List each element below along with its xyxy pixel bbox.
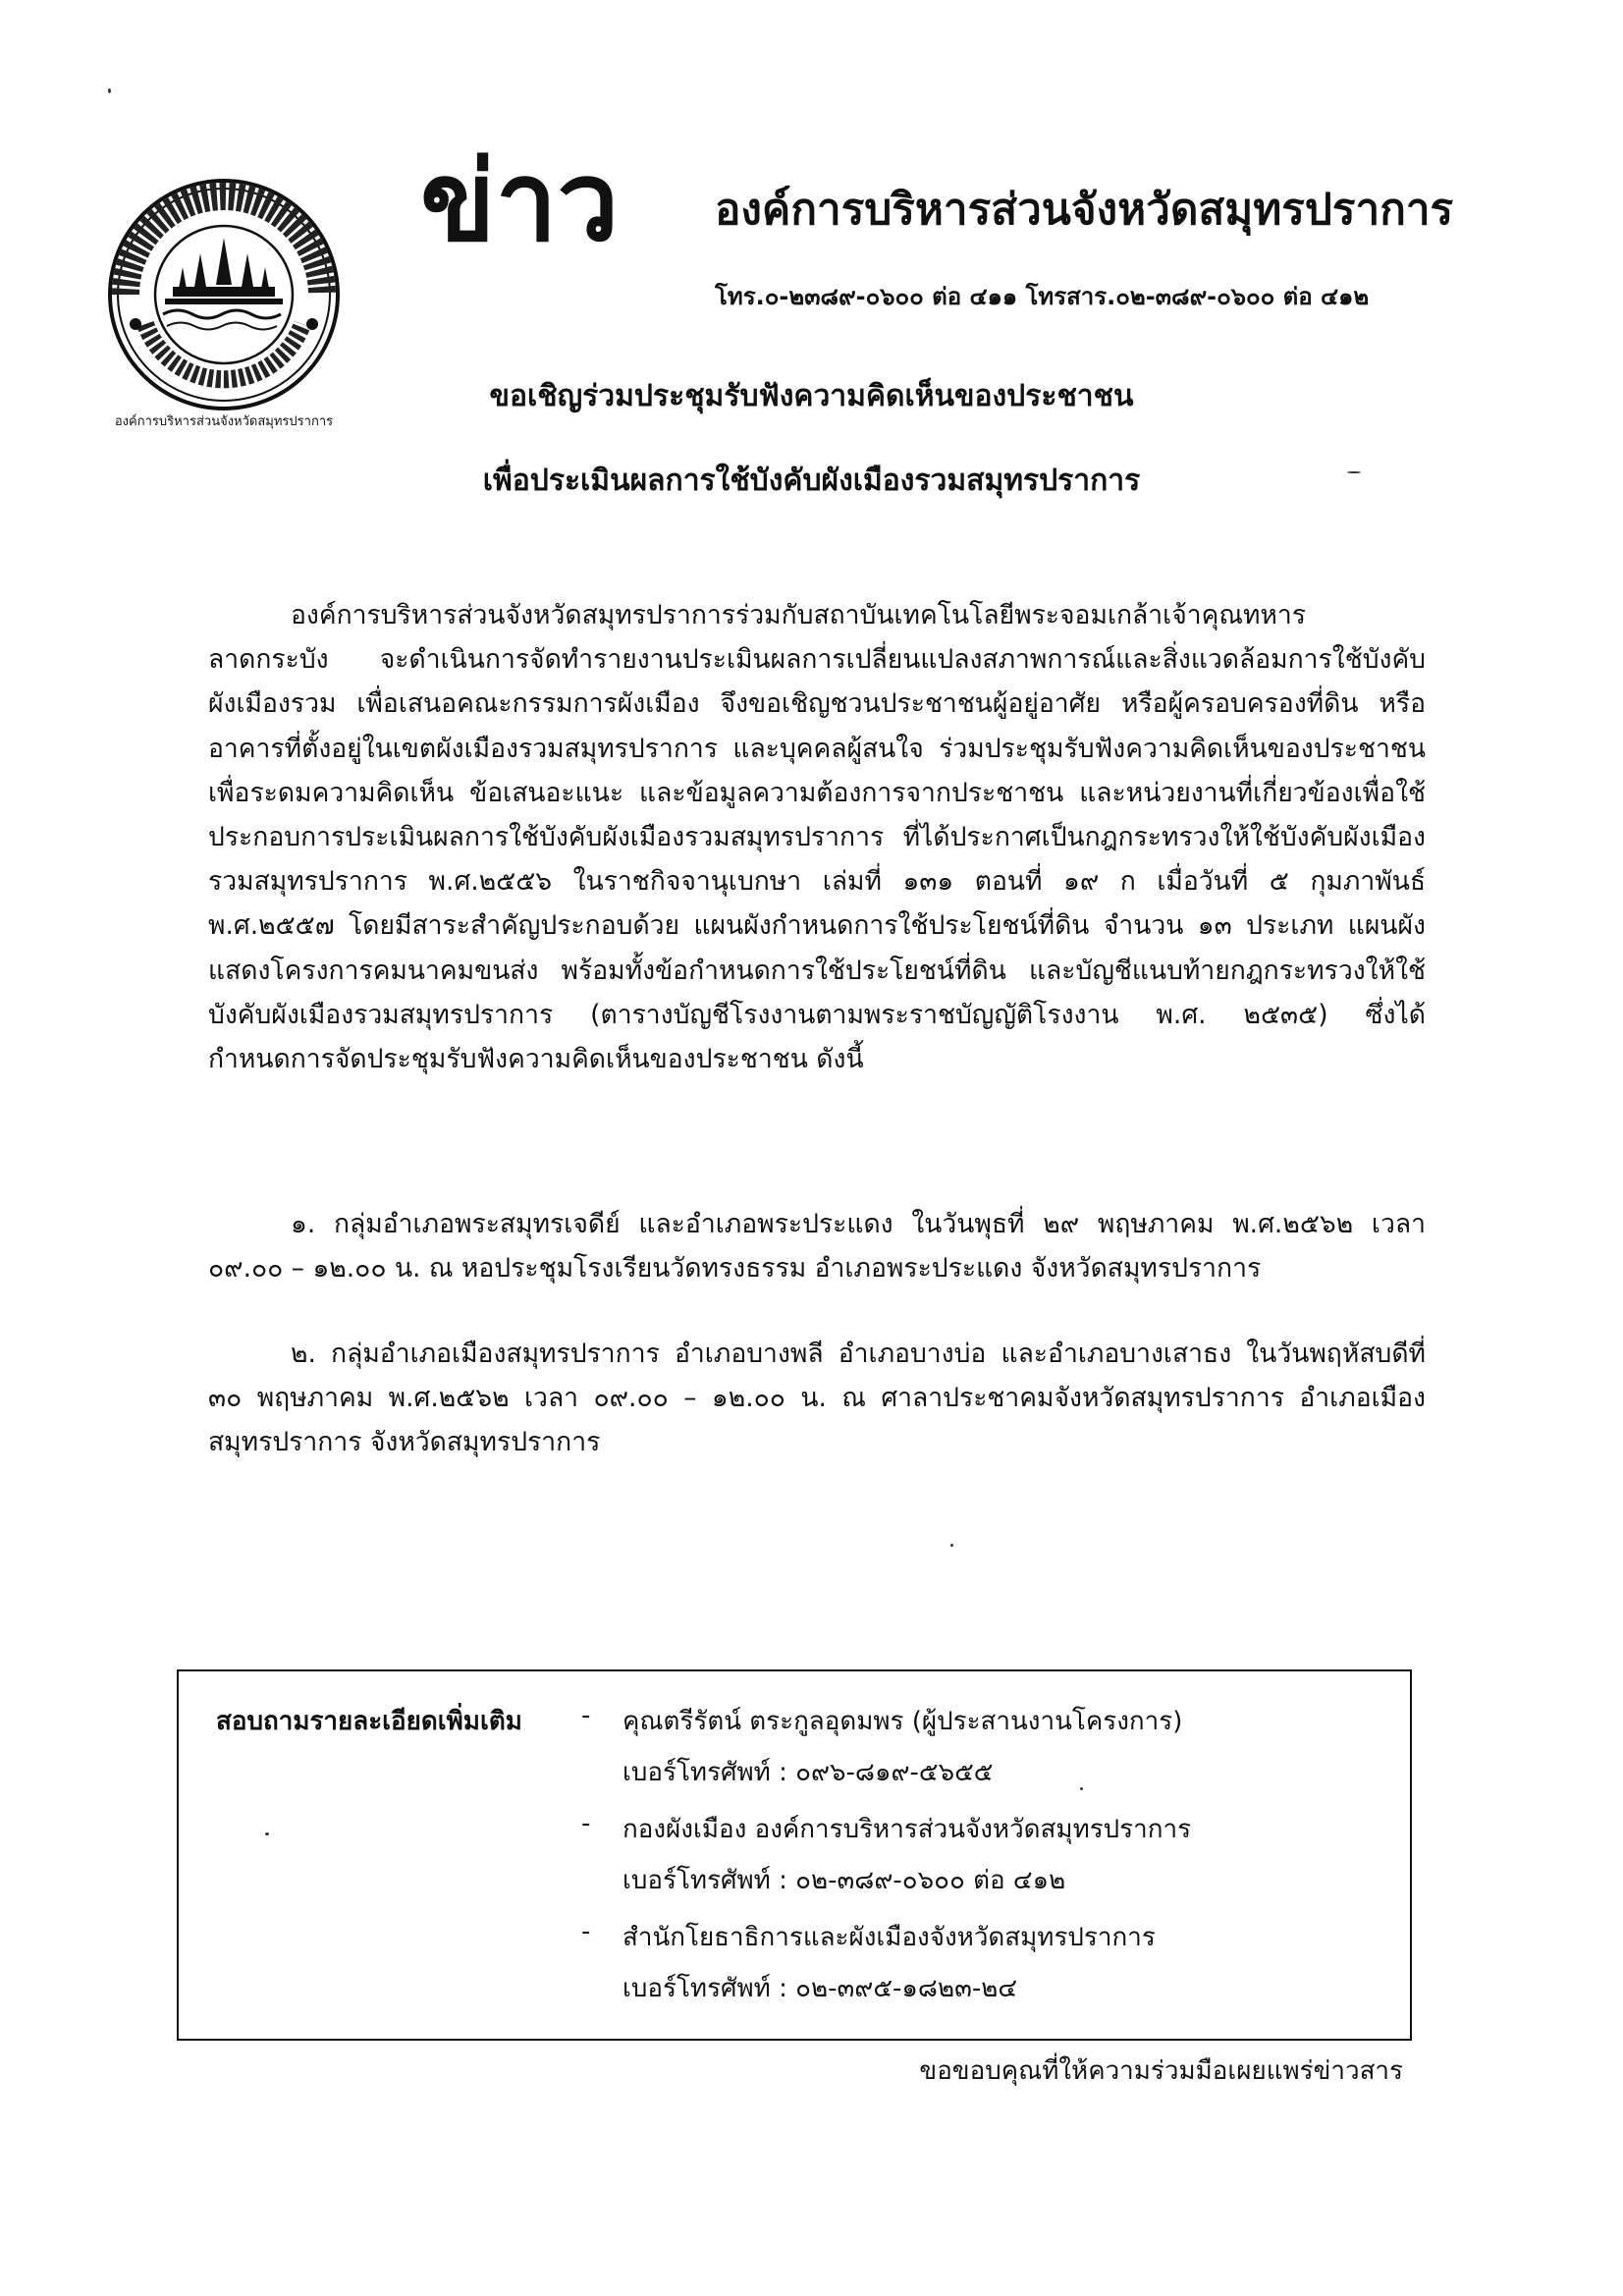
news-heading: ข่าว <box>420 138 620 266</box>
meeting-item-2-text: ๒. กลุ่มอำเภอเมืองสมุทรปราการ อำเภอบางพลี อำเภอบางบ่อ และอำเภอบางเสาธง ในวันพฤหัสบดีที่ ๓๐ พฤษภาคม พ.ศ.๒๕๖๒ เวลา ๐๙.๐๐ – ๑๒.๐๐ น. ณ ศาลาประชาคมจังหวัดสมุทรปราการ อำเภอเมืองสมุทรปราการ จังหวัดสมุทรปราการ <box>208 1339 1426 1458</box>
scan-speck <box>1347 471 1361 473</box>
contact-dash: - <box>581 1701 591 1730</box>
body-paragraph-1-text: องค์การบริหารส่วนจังหวัดสมุทรปราการร่วมกับสถาบันเทคโนโลยีพระจอมเกล้าเจ้าคุณทหารลาดกระบัง จะดำเนินการจัดทำรายงานประเมินผลการเปลี่ยนแปลงสภาพการณ์และสิ่งแวดล้อมการใช้บังคับผังเมืองรวม เพื่อเสนอคณะกรรมการผังเมือง จึงขอเชิญชวนประชาชนผู้อยู่อาศัย หรือผู้ครอบครองที่ดิน หรืออาคารที่ตั้งอยู่ในเขตผังเมืองรวมสมุทรปราการ และบุคคลผู้สนใจ ร่วมประชุมรับฟังความคิดเห็นของประชาชนเพื่อระดมความคิดเห็น ข้อเสนอะแนะ และข้อมูลความต้องการจากประชาชน และหน่วยงานที่เกี่ยวข้องเพื่อใช้ประกอบการประเมินผลการใช้บังคับผังเมืองรวมสมุทรปราการ ที่ได้ประกาศเป็นกฎกระทรวงให้ใช้บังคับผังเมืองรวมสมุทรปราการ พ.ศ.๒๕๕๖ ในราชกิจจานุเบกษา เล่มที่ ๑๓๑ ตอนที่ ๑๙ ก เมื่อวันที่ ๕ กุมภาพันธ์ พ.ศ.๒๕๕๗ โดยมีสาระสำคัญประกอบด้วย แผนผังกำหนดการใช้ประโยชน์ที่ดิน จำนวน ๑๓ ประเภท แผนผังแสดงโครงการคมนาคมขนส่ง พร้อมทั้งข้อกำหนดการใช้ประโยชน์ที่ดิน และบัญชีแนบท้ายกฎกระทรวงให้ใช้บังคับผังเมืองรวมสมุทรปราการ (ตารางบัญชีโรงงานตามพระราชบัญญัติโรงงาน พ.ศ. ๒๕๓๕) ซึ่งได้กำหนดการจัดประชุมรับฟังความคิดเห็นของประชาชน ดังนี้ <box>208 600 1426 1075</box>
contact-phone: เบอร์โทรศัพท์ : ๐๙๖-๘๑๙-๕๖๕๕ <box>622 1758 994 1787</box>
contact-info-box <box>177 1669 1412 2041</box>
meeting-item-2 <box>208 1332 1426 1465</box>
contact-phone: เบอร์โทรศัพท์ : ๐๒-๓๙๕-๑๘๒๓-๒๔ <box>622 1974 1018 2003</box>
scan-speck <box>1080 1787 1083 1790</box>
scan-speck <box>108 88 111 93</box>
contact-dash: - <box>581 1917 591 1946</box>
contact-name: กองผังเมือง องค์การบริหารส่วนจังหวัดสมุทรปราการ <box>622 1815 1192 1844</box>
meeting-item-1 <box>208 1202 1426 1290</box>
headline-line-1: ขอเชิญร่วมประชุมรับฟังความคิดเห็นของประชาชน <box>489 379 1134 413</box>
header-contact-line: โทร.๐-๒๓๘๙-๐๖๐๐ ต่อ ๔๑๑ โทรสาร.๐๒-๓๘๙-๐๖๐๐ ต่อ ๔๑๒ <box>715 283 1370 310</box>
contact-box-label: สอบถามรายละเอียดเพิ่มเติม <box>216 1707 522 1736</box>
contact-name: คุณตรีรัตน์ ตระกูลอุดมพร (ผู้ประสานงานโครงการ) <box>622 1707 1183 1736</box>
contact-name: สำนักโยธาธิการและผังเมืองจังหวัดสมุทรปราการ <box>622 1923 1156 1952</box>
seal-caption: องค์การบริหารส่วนจังหวัดสมุทรปราการ <box>114 414 334 429</box>
scan-speck <box>265 1832 269 1835</box>
contact-dash: - <box>581 1809 591 1838</box>
meeting-item-1-text: ๑. กลุ่มอำเภอพระสมุทรเจดีย์ และอำเภอพระประแดง ในวันพุธที่ ๒๙ พฤษภาคม พ.ศ.๒๕๖๒ เวลา ๐๙.๐๐ – ๑๒.๐๐ น. ณ หอประชุมโรงเรียนวัดทรงธรรม อำเภอพระประแดง จังหวัดสมุทรปราการ <box>208 1209 1426 1285</box>
headline-line-2: เพื่อประเมินผลการใช้บังคับผังเมืองรวมสมุทรปราการ <box>482 464 1141 498</box>
body-paragraph-1 <box>208 593 1426 1081</box>
organization-name: องค์การบริหารส่วนจังหวัดสมุทรปราการ <box>715 185 1454 235</box>
thanks-note: ขอขอบคุณที่ให้ความร่วมมือเผยแพร่ข่าวสาร <box>919 2056 1403 2086</box>
contact-phone: เบอร์โทรศัพท์ : ๐๒-๓๘๙-๐๖๐๐ ต่อ ๔๑๒ <box>622 1866 1066 1895</box>
scan-speck <box>950 1544 953 1547</box>
